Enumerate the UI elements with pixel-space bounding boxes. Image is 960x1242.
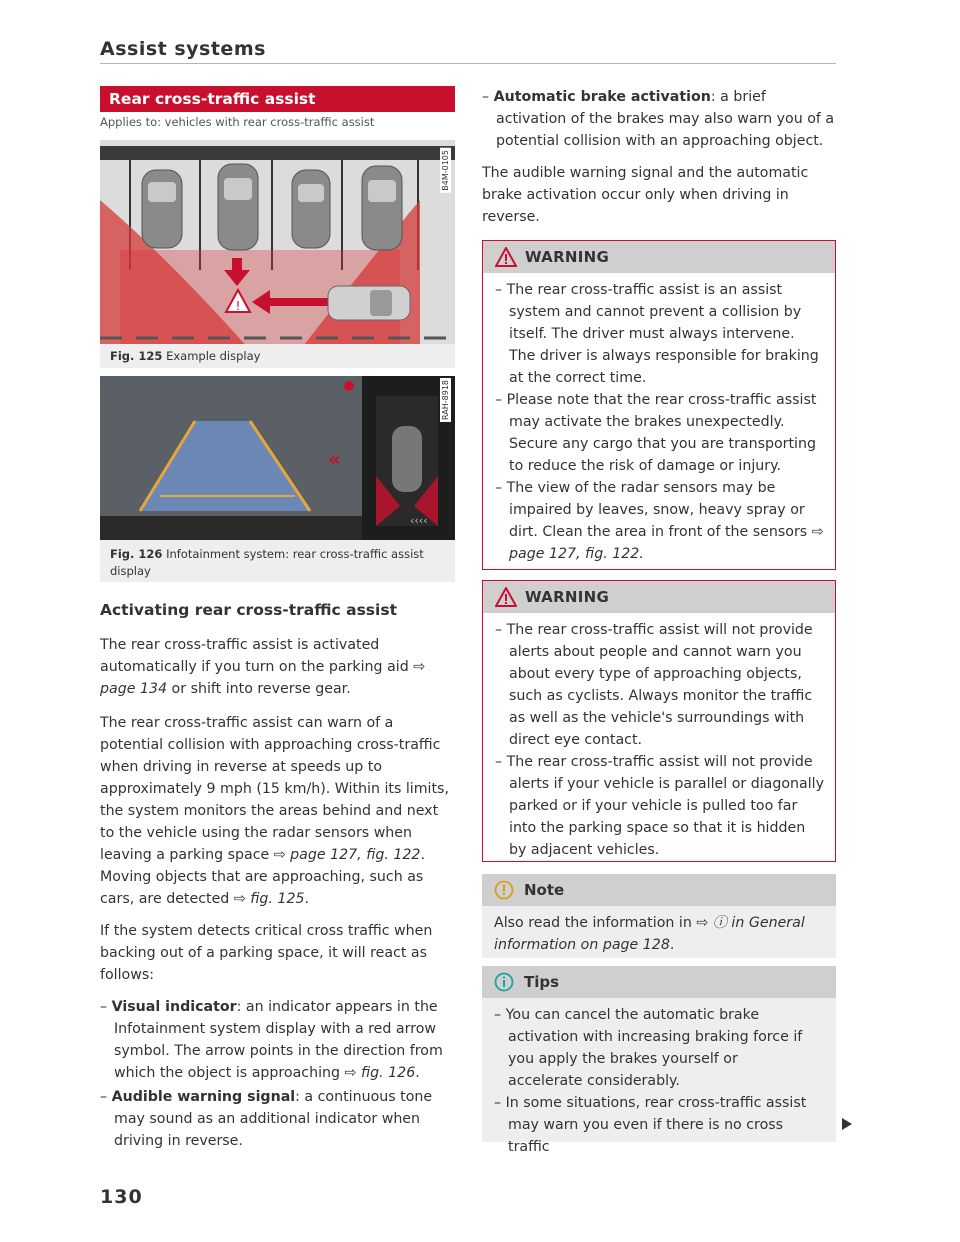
page-reference-link[interactable]: ⇨ ⓘ in General information on page 128 bbox=[494, 915, 805, 953]
exclamation-circle-icon bbox=[494, 880, 514, 900]
text: : a continuous tone may sound as an additional indicator when driving in reverse. bbox=[114, 1089, 433, 1149]
section-title: Rear cross-traffic assist bbox=[100, 86, 455, 112]
warning-body bbox=[483, 613, 835, 869]
figure-label: Fig. 126 bbox=[110, 547, 163, 561]
page-reference-link[interactable]: ⇨ page 127, fig. 122 bbox=[273, 847, 421, 863]
figure-125 bbox=[100, 140, 455, 368]
applies-to-note: Applies to: vehicles with rear cross-traffic assist bbox=[100, 115, 375, 129]
auto-brake-item bbox=[482, 86, 836, 152]
warning-triangle-icon bbox=[495, 587, 517, 607]
list-item: – The rear cross-traffic assist is an assist system and cannot prevent a collision by itself. The driver must always intervene. The driver is always responsible for braking at the correct time. bbox=[495, 282, 819, 386]
infotainment-display-image bbox=[100, 376, 455, 540]
warning-body bbox=[483, 273, 835, 573]
warning-box bbox=[482, 580, 836, 862]
text: The rear cross-traffic assist will not provide alerts about people and cannot warn you about every type of approaching objects, such as cyclists. Always monitor the traffic as well as the vehicle's surroundings with direct eye contact. bbox=[506, 622, 813, 748]
text: or shift into reverse gear. bbox=[167, 681, 351, 697]
list-item: – You can cancel the automatic brake activation with increasing braking force if you apply the brakes yourself or accelerate considerably. bbox=[494, 1007, 803, 1089]
page-reference-link[interactable]: ⇨ page 127, fig. 122. bbox=[509, 524, 824, 562]
text: You can cancel the automatic brake activation with increasing braking force if you apply the brakes yourself or accelerate considerably. bbox=[505, 1007, 803, 1089]
reaction-list bbox=[100, 996, 456, 1152]
paragraph-reverse-only: The audible warning signal and the automatic brake activation occur only when driving in reverse. bbox=[482, 165, 809, 225]
text: The rear cross-traffic assist is an assist system and cannot prevent a collision by itself. The driver must always intervene. The driver is always responsible for braking at the correct time. bbox=[506, 282, 819, 386]
list-item: – The rear cross-traffic assist will not provide alerts about people and cannot warn you about every type of approaching objects, such as cyclists. Always monitor the traffic as well as the vehicle's surroundings with direct eye contact. bbox=[495, 622, 813, 748]
list-item: – Audible warning signal: a continuous tone may sound as an additional indicator when driving in reverse. bbox=[100, 1089, 433, 1149]
running-header: Assist systems bbox=[100, 38, 266, 60]
warning-header bbox=[483, 241, 835, 273]
tips-title: Tips bbox=[524, 973, 560, 991]
warning-triangle-icon bbox=[495, 247, 517, 267]
page-reference-link[interactable]: ⇨ page 134 bbox=[100, 659, 426, 697]
text: : an indicator appears in the Infotainment system display with a red arrow symbol. The arrow points in the direction from which the object is approaching bbox=[114, 999, 443, 1081]
list-term: Audible warning signal bbox=[111, 1089, 296, 1105]
text: . bbox=[669, 937, 675, 953]
list-item: – The view of the radar sensors may be impaired by leaves, snow, heavy spray or dirt. Clean the area in front of the sensors ⇨ page 127, fig. 122. bbox=[495, 480, 824, 562]
paragraph-description bbox=[100, 712, 456, 910]
svg-text:‹‹‹‹: ‹‹‹‹ bbox=[410, 514, 428, 527]
list-term: Automatic brake activation bbox=[493, 89, 711, 105]
text: . bbox=[304, 891, 310, 907]
list-item: – Please note that the rear cross-traffic assist may activate the brakes unexpectedly. Secure any cargo that you are transporting to reduce the risk of damage or injury. bbox=[495, 392, 817, 474]
list-item: – In some situations, rear cross-traffic assist may warn you even if there is no cross traffic bbox=[494, 1095, 807, 1155]
info-circle-icon bbox=[494, 972, 514, 992]
text: The rear cross-traffic assist can warn of a potential collision with approaching cross-traffic when driving in reverse at speeds up to approximately 9 mph (15 km/h). Within its limits, the system monitors the areas behind and next to the vehicle using the radar sensors when leaving a parking space bbox=[100, 715, 449, 863]
text: Also read the information in bbox=[494, 915, 697, 931]
text: In some situations, rear cross-traffic assist may warn you even if there is no cross traffic bbox=[505, 1095, 807, 1155]
figure-caption-text: Infotainment system: rear cross-traffic assist display bbox=[110, 547, 424, 578]
list-item: – Visual indicator: an indicator appears in the Infotainment system display with a red arrow symbol. The arrow points in the direction from which the object is approaching ⇨ fig. 126. bbox=[100, 999, 443, 1081]
list-item: – The rear cross-traffic assist will not provide alerts if your vehicle is parallel or diagonally parked or if your vehicle is pulled too far into the parking space so that it is hidden by adjacent vehicles. bbox=[495, 754, 825, 858]
text: The rear cross-traffic assist is activated automatically if you turn on the parking aid bbox=[100, 637, 414, 675]
subsection-heading: Activating rear cross-traffic assist bbox=[100, 601, 397, 619]
figure-code: RAH-8918 bbox=[441, 380, 450, 420]
warning-title: WARNING bbox=[525, 248, 610, 266]
tips-header bbox=[482, 966, 836, 998]
text: . Moving objects that are approaching, such as cars, are detected bbox=[100, 847, 425, 907]
text: The rear cross-traffic assist will not provide alerts if your vehicle is parallel or diagonally parked or if your vehicle is pulled too far into the parking space so that it is hidden by adjacent vehicles. bbox=[506, 754, 825, 858]
list-item: – Automatic brake activation: a brief activation of the brakes may also warn you of a potential collision with an approaching object. bbox=[482, 89, 835, 149]
figure-126 bbox=[100, 376, 455, 582]
figure-code: B4M-0105 bbox=[441, 150, 450, 191]
note-box bbox=[482, 874, 836, 958]
note-title: Note bbox=[524, 881, 565, 899]
warning-title: WARNING bbox=[525, 588, 610, 606]
figure-caption-text: Example display bbox=[166, 349, 261, 363]
header-divider bbox=[100, 63, 836, 64]
figure-label: Fig. 125 bbox=[110, 349, 163, 363]
svg-text:!: ! bbox=[235, 299, 241, 313]
figure-reference-link[interactable]: ⇨ fig. 125 bbox=[233, 891, 305, 907]
note-header bbox=[482, 874, 836, 906]
figure-caption bbox=[110, 546, 450, 580]
text: . bbox=[415, 1065, 420, 1081]
continue-arrow-icon[interactable] bbox=[842, 1118, 852, 1130]
text: : a brief activation of the brakes may also warn you of a potential collision with an approaching object. bbox=[496, 89, 835, 149]
text: The view of the radar sensors may be impaired by leaves, snow, heavy spray or dirt. Clean the area in front of the sensors bbox=[506, 480, 812, 540]
note-body bbox=[482, 906, 836, 962]
paragraph-reaction: If the system detects critical cross traffic when backing out of a parking space, it will react as follows: bbox=[100, 923, 433, 983]
figure-reference-link[interactable]: ⇨ fig. 126 bbox=[344, 1065, 416, 1081]
warning-box bbox=[482, 240, 836, 570]
list-term: Visual indicator bbox=[111, 999, 237, 1015]
tips-box bbox=[482, 966, 836, 1155]
figure-caption bbox=[110, 348, 450, 365]
text: Please note that the rear cross-traffic assist may activate the brakes unexpectedly. Secure any cargo that you are transporting to reduce the risk of damage or injury. bbox=[506, 392, 817, 474]
warning-header bbox=[483, 581, 835, 613]
example-display-image bbox=[100, 140, 455, 344]
page-number: 130 bbox=[100, 1186, 143, 1208]
svg-text:«: « bbox=[328, 447, 341, 471]
paragraph-activation bbox=[100, 634, 456, 700]
tips-body bbox=[482, 998, 836, 1164]
